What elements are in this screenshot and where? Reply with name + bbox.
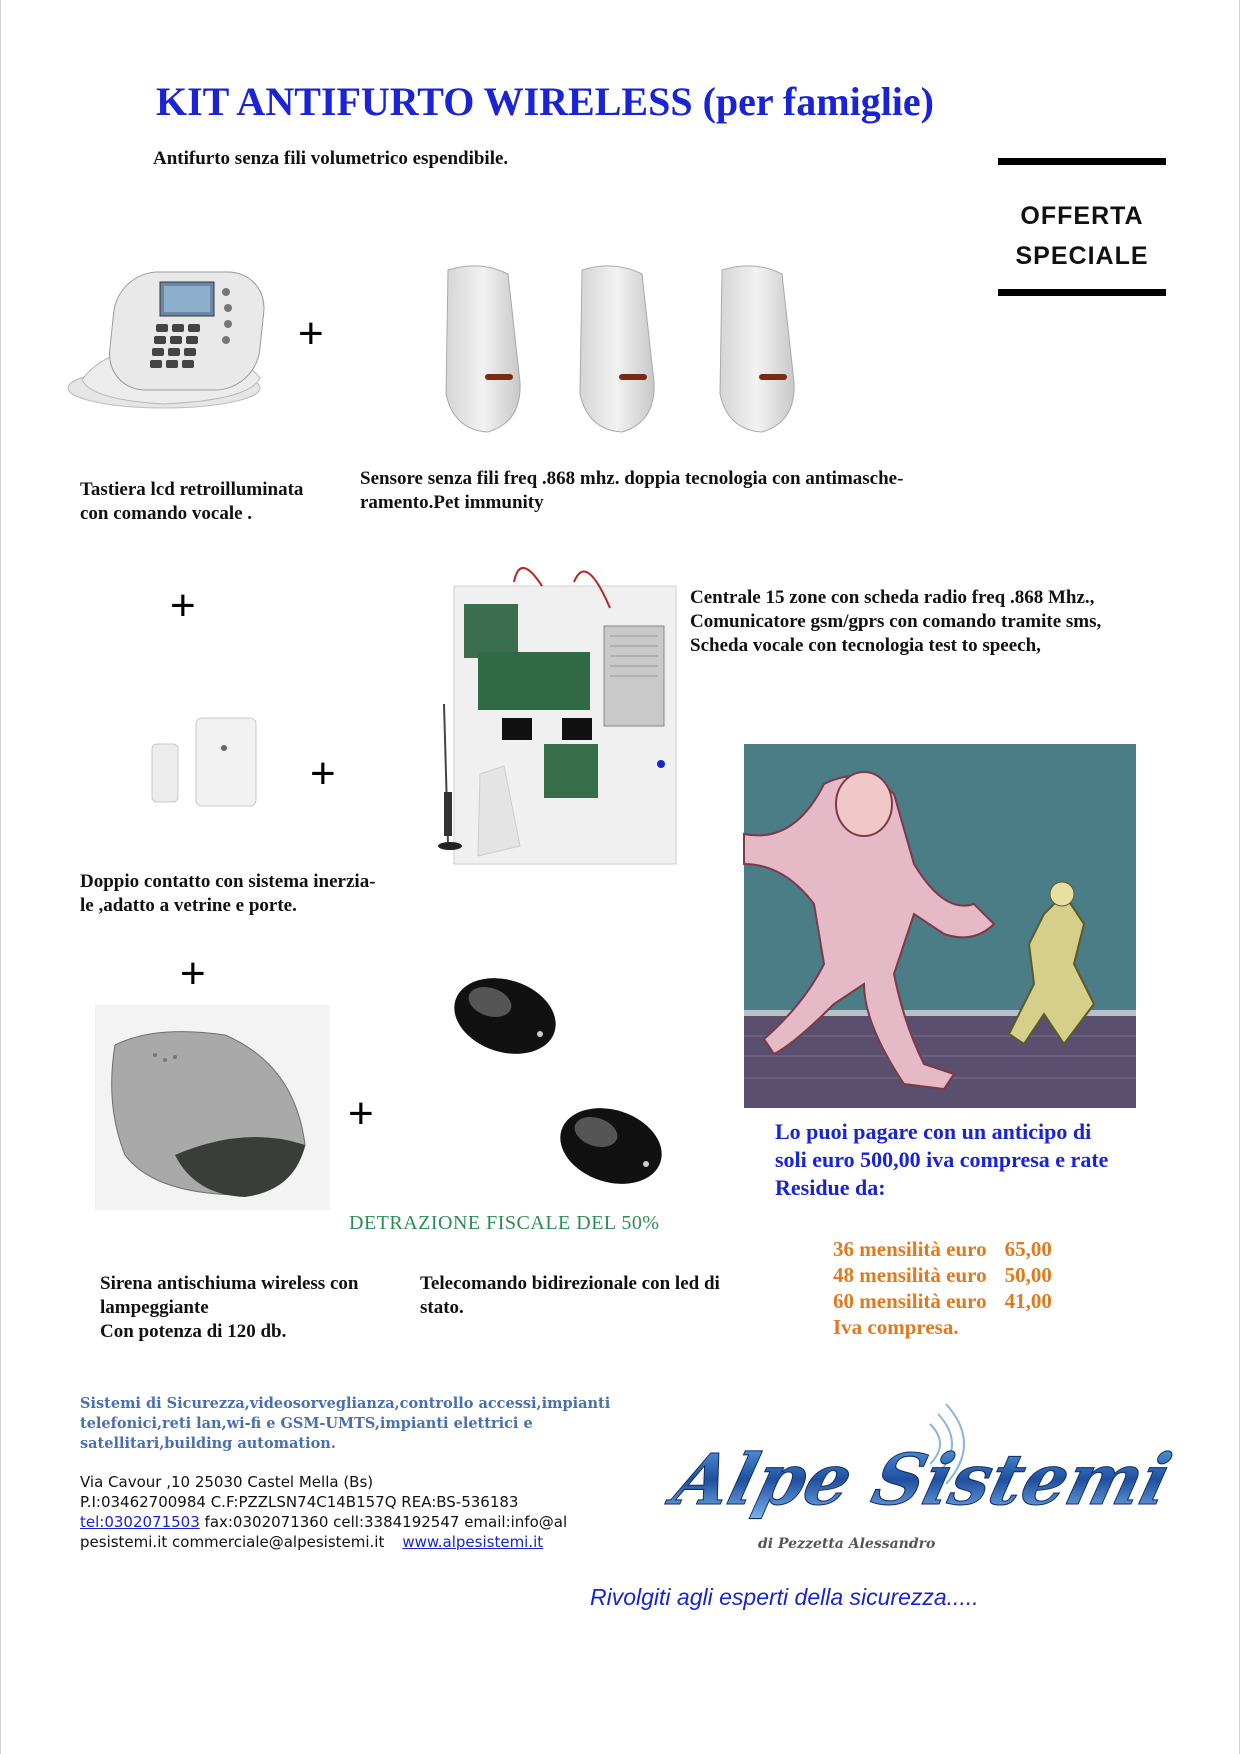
sensor-desc-line-2: ramento.Pet immunity <box>360 492 544 513</box>
rates-list <box>833 1236 1052 1340</box>
page-border-left <box>0 0 1 1754</box>
rate-amount: 65,00 <box>1004 1237 1052 1261</box>
contact-desc-line-1: Doppio contatto con sistema inerzia- <box>80 871 376 892</box>
rate-label: 60 mensilità euro <box>833 1289 987 1313</box>
siren-image <box>95 1005 330 1210</box>
payment-line-2: soli euro 500,00 iva compresa e rate <box>775 1147 1109 1172</box>
keypad-desc-line-2: con comando vocale . <box>80 503 253 524</box>
remote-desc-line-2: stato. <box>420 1297 464 1318</box>
rate-amount: 41,00 <box>1004 1289 1052 1313</box>
tax-note: DETRAZIONE FISCALE DEL 50% <box>349 1212 660 1234</box>
payment-line-1: Lo puoi pagare con un anticipo di <box>775 1119 1092 1144</box>
siren-description <box>100 1272 358 1344</box>
keypad-desc-line-1: Tastiera lcd retroilluminata <box>80 479 304 500</box>
panel-desc-line-2: Comunicatore gsm/gprs con comando tramite sms, <box>690 611 1102 632</box>
phone-link[interactable]: tel:0302071503 <box>80 1513 200 1531</box>
services-line-2: telefonici,reti lan,wi-fi e GSM-UMTS,impianti elettrici e <box>80 1415 533 1432</box>
logo-subtext: di Pezzetta Alessandro <box>758 1536 936 1552</box>
rates-note: Iva compresa. <box>833 1315 959 1339</box>
offer-line-1: OFFERTA <box>1020 202 1144 230</box>
rate-row <box>833 1288 1052 1314</box>
fiscal-line: P.I:03462700984 C.F:PZZLSN74C14B157Q REA:BS-536183 <box>80 1493 519 1511</box>
keypad-image <box>64 262 269 412</box>
plus-sign-1: + <box>298 309 324 358</box>
rate-label: 36 mensilità euro <box>833 1237 987 1261</box>
address-line: Via Cavour ,10 25030 Castel Mella (Bs) <box>80 1473 374 1491</box>
remote-desc-line-1: Telecomando bidirezionale con led di <box>420 1273 720 1294</box>
siren-desc-line-1: Sirena antischiuma wireless con <box>100 1273 359 1294</box>
plus-sign-3: + <box>310 749 336 798</box>
website-link[interactable]: www.alpesistemi.it <box>402 1533 544 1551</box>
payment-line-3: Residue da: <box>775 1175 886 1200</box>
contact-description <box>80 870 376 918</box>
contacts-text: fax:0302071360 cell:3384192547 email:info@al <box>199 1513 568 1531</box>
panel-desc-line-1: Centrale 15 zone con scheda radio freq .868 Mhz., <box>690 587 1095 608</box>
footer-services <box>80 1394 610 1454</box>
siren-desc-line-2: lampeggiante <box>100 1297 209 1318</box>
services-line-1: Sistemi di Sicurezza,videosorveglianza,controllo accessi,impianti <box>80 1395 611 1412</box>
offer-text <box>998 196 1166 276</box>
plus-sign-4: + <box>180 949 206 998</box>
rate-amount: 50,00 <box>1004 1263 1052 1287</box>
control-panel-image <box>424 556 680 876</box>
email-text: pesistemi.it commerciale@alpesistemi.it <box>80 1533 385 1551</box>
page-subtitle: Antifurto senza fili volumetrico espendibile. <box>153 148 509 169</box>
payment-text <box>775 1118 1108 1202</box>
offer-bar-top <box>998 158 1166 165</box>
offer-line-2: SPECIALE <box>1015 242 1149 270</box>
remote-control-image-1 <box>450 974 560 1056</box>
offer-badge <box>998 158 1166 296</box>
footer-address-block <box>80 1472 567 1552</box>
motion-sensors-image <box>440 262 800 437</box>
alpe-sistemi-logo <box>640 1384 1180 1560</box>
panel-desc-line-3: Scheda vocale con tecnologia test to speech, <box>690 635 1041 656</box>
rate-row <box>833 1262 1052 1288</box>
siren-desc-line-3: Con potenza di 120 db. <box>100 1321 287 1342</box>
remote-description <box>420 1272 720 1320</box>
plus-sign-2: + <box>170 581 196 630</box>
remote-control-image-2 <box>556 1104 666 1186</box>
slogan: Rivolgiti agli esperti della sicurezza..... <box>590 1584 979 1610</box>
rate-row <box>833 1236 1052 1262</box>
contacts-line <box>80 1512 567 1532</box>
sensor-desc-line-1: Sensore senza fili freq .868 mhz. doppia tecnologia con antimasche- <box>360 468 904 489</box>
contact-desc-line-2: le ,adatto a vetrine e porte. <box>80 895 297 916</box>
cartoon-image <box>744 744 1136 1108</box>
rate-label: 48 mensilità euro <box>833 1263 987 1287</box>
email-line <box>80 1532 567 1552</box>
services-line-3: satellitari,building automation. <box>80 1435 336 1452</box>
logo-text: Alpe Sistemi <box>665 1438 1180 1521</box>
panel-description <box>690 586 1101 658</box>
plus-sign-5: + <box>348 1089 374 1138</box>
keypad-description <box>80 478 303 526</box>
offer-bar-bottom <box>998 289 1166 296</box>
page-title: KIT ANTIFURTO WIRELESS (per famiglie) <box>156 79 934 124</box>
door-contact-image <box>150 716 262 810</box>
sensor-description <box>360 467 903 515</box>
